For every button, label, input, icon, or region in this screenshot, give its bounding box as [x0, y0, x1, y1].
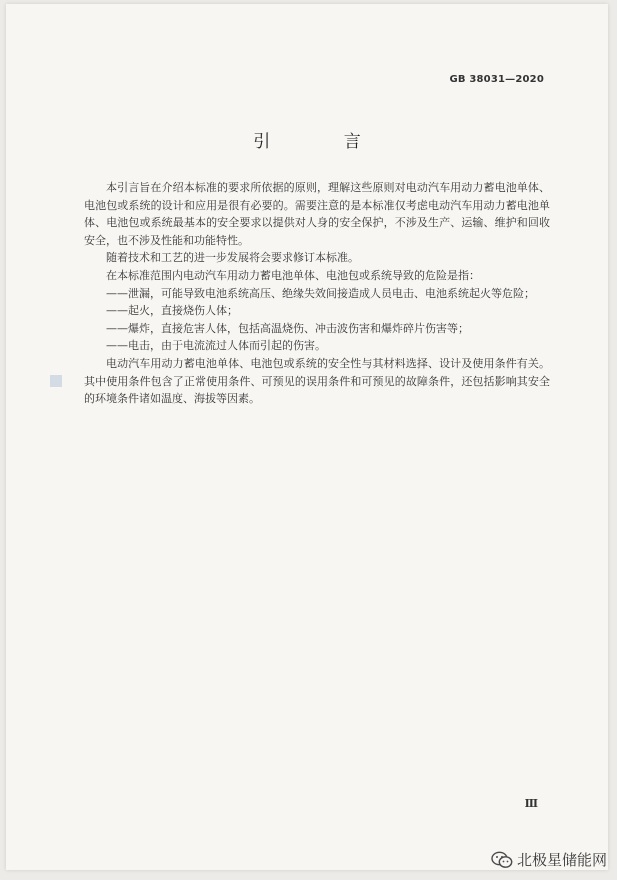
- paragraph: 随着技术和工艺的进一步发展将会要求修订本标准。: [106, 251, 359, 265]
- list-item: ——电击，由于电流流过人体而引起的伤害。: [106, 339, 326, 353]
- wechat-icon: [491, 851, 513, 869]
- body-text: [84, 179, 550, 408]
- page-number: Ⅲ: [524, 797, 538, 810]
- list-item: ——爆炸，直接危害人体，包括高温烧伤、冲击波伤害和爆炸碎片伤害等；: [106, 321, 469, 335]
- page-title: 引 言: [253, 132, 395, 152]
- paragraph: 在本标准范围内电动汽车用动力蓄电池单体、电池包或系统导致的危险是指：: [106, 268, 480, 282]
- watermark: [491, 849, 607, 870]
- list-item: ——泄漏，可能导致电池系统高压、绝缘失效间接造成人员电击、电池系统起火等危险；: [106, 286, 535, 300]
- scan-mark: [50, 375, 62, 387]
- watermark-text: 北极星储能网: [516, 851, 607, 869]
- list-item: ——起火，直接烧伤人体；: [106, 304, 238, 318]
- standard-number: GB 38031—2020: [449, 74, 544, 85]
- paragraph: 本引言旨在介绍本标准的要求所依据的原则，理解这些原则对电动汽车用动力蓄电池单体、电池包或系统的设计和应用是很有必要的。需要注意的是本标准仅考虑电动汽车用动力蓄电池单体、电池包或系统最基本的安全要求以提供对人身的安全保护，不涉及生产、运输、维护和回收安全，也不涉及性能和功能特性。: [84, 181, 550, 247]
- document-page: [6, 4, 608, 870]
- paragraph: 电动汽车用动力蓄电池单体、电池包或系统的安全性与其材料选择、设计及使用条件有关。其中使用条件包含了正常使用条件、可预见的误用条件和可预见的故障条件，还包括影响其安全的环境条件诸如温度、海拔等因素。: [84, 356, 550, 406]
